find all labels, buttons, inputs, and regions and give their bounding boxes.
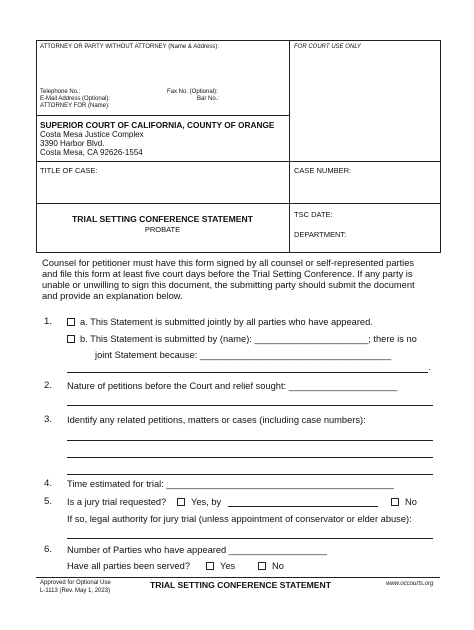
tsc-date-label: TSC DATE: bbox=[294, 210, 333, 219]
jury-authority-text: If so, legal authority for jury trial (unless appointment of conservator or elder abuse): bbox=[67, 514, 412, 524]
department-label: DEPARTMENT: bbox=[294, 230, 347, 239]
served-no-checkbox[interactable] bbox=[258, 562, 266, 570]
item-1a-text: a. This Statement is submitted jointly by all parties who have appeared. bbox=[80, 317, 373, 327]
attorney-for-label: ATTORNEY FOR (Name): bbox=[40, 103, 110, 109]
footer-title: TRIAL SETTING CONFERENCE STATEMENT bbox=[150, 580, 331, 590]
telephone-label: Telephone No.: bbox=[40, 89, 81, 95]
instruction-line: and file this form at least five court days before the Trial Setting Conference. If any party is bbox=[42, 269, 413, 279]
email-label: E-Mail Address (Optional): bbox=[40, 96, 111, 102]
item-1-number: 1. bbox=[44, 316, 53, 327]
footer-website: www.occourts.org bbox=[386, 581, 434, 587]
attorney-label: ATTORNEY OR PARTY WITHOUT ATTORNEY (Name & Address): bbox=[40, 44, 219, 50]
served-no-label: No bbox=[272, 561, 284, 571]
fax-label: Fax No. (Optional): bbox=[167, 89, 218, 95]
case-title-label: TITLE OF CASE: bbox=[40, 166, 98, 175]
item-1b-checkbox[interactable] bbox=[67, 335, 75, 343]
court-name: SUPERIOR COURT OF CALIFORNIA, COUNTY OF ORANGE bbox=[40, 120, 275, 130]
item-6-text: Number of Parties who have appeared ___________________ bbox=[67, 545, 327, 555]
instruction-line: Counsel for petitioner must have this form signed by all counsel or self-represented parties bbox=[42, 258, 415, 268]
served-yes-label: Yes bbox=[220, 561, 236, 571]
item-1b-line-end: . bbox=[428, 362, 431, 373]
bar-number-label: Bar No.: bbox=[197, 96, 220, 102]
instruction-line: unable or unwilling to sign this document, the submitting party should submit the document bbox=[42, 280, 415, 290]
item-4-text: Time estimated for trial: ____________________________________________ bbox=[67, 479, 394, 489]
item-2-number: 2. bbox=[44, 380, 53, 391]
item-1a-checkbox[interactable] bbox=[67, 318, 75, 326]
item-2-text: Nature of petitions before the Court and relief sought: _____________________ bbox=[67, 381, 398, 391]
item-2-answer-line[interactable] bbox=[67, 405, 433, 406]
footer-rule bbox=[36, 577, 440, 578]
item-3-answer-line[interactable] bbox=[67, 457, 433, 458]
instruction-line: and provide an explanation below. bbox=[42, 291, 183, 301]
served-question: Have all parties been served? bbox=[67, 561, 190, 571]
jury-yes-checkbox[interactable] bbox=[177, 498, 185, 506]
item-1b-reason-line[interactable] bbox=[67, 372, 428, 373]
case-number-label: CASE NUMBER: bbox=[294, 166, 352, 175]
form-title: TRIAL SETTING CONFERENCE STATEMENT bbox=[72, 214, 253, 224]
jury-yes-label: Yes, by bbox=[191, 497, 222, 507]
item-1b-text: b. This Statement is submitted by (name): ______________________; there is no bbox=[80, 334, 417, 344]
item-5-number: 5. bbox=[44, 496, 53, 507]
jury-no-label: No bbox=[405, 497, 417, 507]
item-3-answer-line[interactable] bbox=[67, 440, 433, 441]
court-use-label: FOR COURT USE ONLY bbox=[294, 44, 362, 50]
item-5-text: Is a jury trial requested? bbox=[67, 497, 167, 507]
item-3-text: Identify any related petitions, matters or cases (including case numbers): bbox=[67, 415, 366, 425]
court-address-line-3: Costa Mesa, CA 92626-1554 bbox=[40, 148, 143, 157]
jury-no-checkbox[interactable] bbox=[391, 498, 399, 506]
footer-form-number: L-1113 (Rev. May 1, 2023) bbox=[40, 588, 111, 594]
court-address-line-1: Costa Mesa Justice Complex bbox=[40, 130, 144, 139]
jury-requested-by-line[interactable] bbox=[228, 506, 378, 507]
court-address-line-2: 3390 Harbor Blvd. bbox=[40, 139, 105, 148]
served-yes-checkbox[interactable] bbox=[206, 562, 214, 570]
item-3-number: 3. bbox=[44, 414, 53, 425]
item-1b-continuation: joint Statement because: _____________________________________ bbox=[95, 350, 392, 360]
jury-authority-line[interactable] bbox=[67, 538, 433, 539]
form-subtitle: PROBATE bbox=[144, 225, 181, 234]
item-6-number: 6. bbox=[44, 544, 53, 555]
footer-approved: Approved for Optional Use bbox=[40, 580, 111, 586]
item-3-answer-line[interactable] bbox=[67, 474, 433, 475]
item-4-number: 4. bbox=[44, 478, 53, 489]
